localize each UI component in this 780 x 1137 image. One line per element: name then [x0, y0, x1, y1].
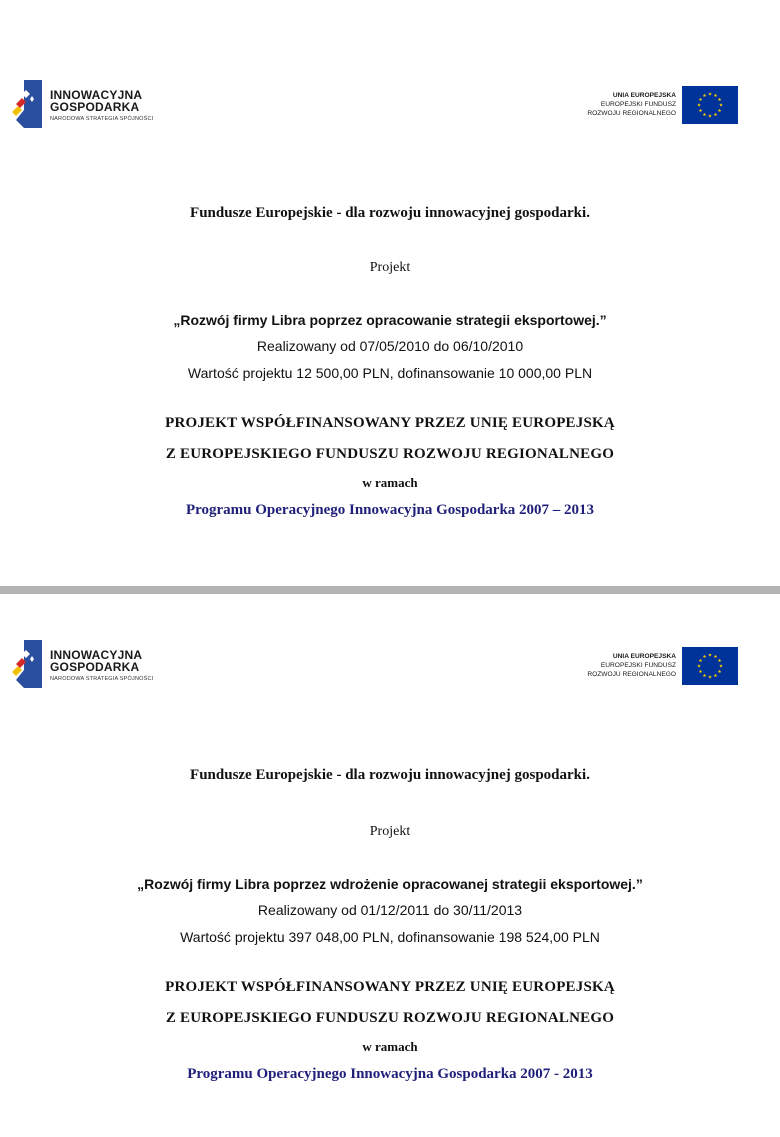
eu-flag-icon — [682, 86, 738, 124]
project-panel-2 — [0, 594, 780, 1137]
project-value: Wartość projektu 12 500,00 PLN, dofinansowanie 10 000,00 PLN — [187, 365, 593, 381]
eu-logo — [578, 647, 738, 685]
project-period: Realizowany od 01/12/2011 do 30/11/2013 — [257, 902, 523, 918]
eu-flag-icon — [682, 647, 738, 685]
innowacyjna-gospodarka-icon — [12, 80, 42, 128]
ig-logo-line-3: NARODOWA STRATEGIA SPÓJNOŚCI — [50, 676, 154, 682]
innowacyjna-gospodarka-icon — [12, 640, 42, 688]
ig-logo-line-1: INNOWACYJNA — [50, 648, 143, 662]
eu-logo-line-1: UNIA EUROPEJSKA — [612, 653, 676, 660]
ig-logo-line-3: NARODOWA STRATEGIA SPÓJNOŚCI — [50, 116, 154, 122]
project-title: „Rozwój firmy Libra poprzez opracowanie strategii eksportowej.” — [173, 312, 607, 328]
program-name: Programu Operacyjnego Innowacyjna Gospodarka 2007 - 2013 — [187, 1066, 593, 1082]
program-name: Programu Operacyjnego Innowacyjna Gospodarka 2007 – 2013 — [185, 502, 595, 518]
project-period: Realizowany od 07/05/2010 do 06/10/2010 — [256, 338, 524, 354]
cofinancing-headline-2: Z EUROPEJSKIEGO FUNDUSZU ROZWOJU REGIONALNEGO — [165, 1010, 615, 1026]
panel-divider — [0, 586, 780, 594]
project-value: Wartość projektu 397 048,00 PLN, dofinansowanie 198 524,00 PLN — [180, 929, 600, 945]
eu-logo — [578, 86, 738, 124]
project-title: „Rozwój firmy Libra poprzez wdrożenie opracowanej strategii eksportowej.” — [137, 876, 643, 892]
ig-logo-line-1: INNOWACYJNA — [50, 88, 143, 102]
project-label: Projekt — [369, 260, 411, 275]
ig-logo-line-2: GOSPODARKA — [50, 660, 140, 674]
cofinancing-headline-1: PROJEKT WSPÓŁFINANSOWANY PRZEZ UNIĘ EUROPEJSKĄ — [165, 979, 615, 995]
within-label: w ramach — [362, 1039, 418, 1054]
within-label: w ramach — [362, 475, 418, 490]
cofinancing-headline-1: PROJEKT WSPÓŁFINANSOWANY PRZEZ UNIĘ EUROPEJSKĄ — [165, 415, 615, 431]
motto: Fundusze Europejskie - dla rozwoju innowacyjnej gospodarki. — [190, 767, 590, 783]
innowacyjna-gospodarka-logo — [12, 80, 172, 130]
project-label: Projekt — [369, 824, 411, 839]
cofinancing-headline-2: Z EUROPEJSKIEGO FUNDUSZU ROZWOJU REGIONALNEGO — [165, 446, 615, 462]
eu-logo-line-1: UNIA EUROPEJSKA — [612, 92, 676, 99]
innowacyjna-gospodarka-logo — [12, 640, 172, 690]
motto: Fundusze Europejskie - dla rozwoju innowacyjnej gospodarki. — [190, 205, 590, 221]
eu-logo-line-3: ROZWOJU REGIONALNEGO — [587, 671, 676, 678]
ig-logo-line-2: GOSPODARKA — [50, 100, 140, 114]
eu-logo-line-2: EUROPEJSKI FUNDUSZ — [600, 662, 676, 669]
eu-logo-line-3: ROZWOJU REGIONALNEGO — [587, 110, 676, 117]
eu-logo-line-2: EUROPEJSKI FUNDUSZ — [600, 101, 676, 108]
